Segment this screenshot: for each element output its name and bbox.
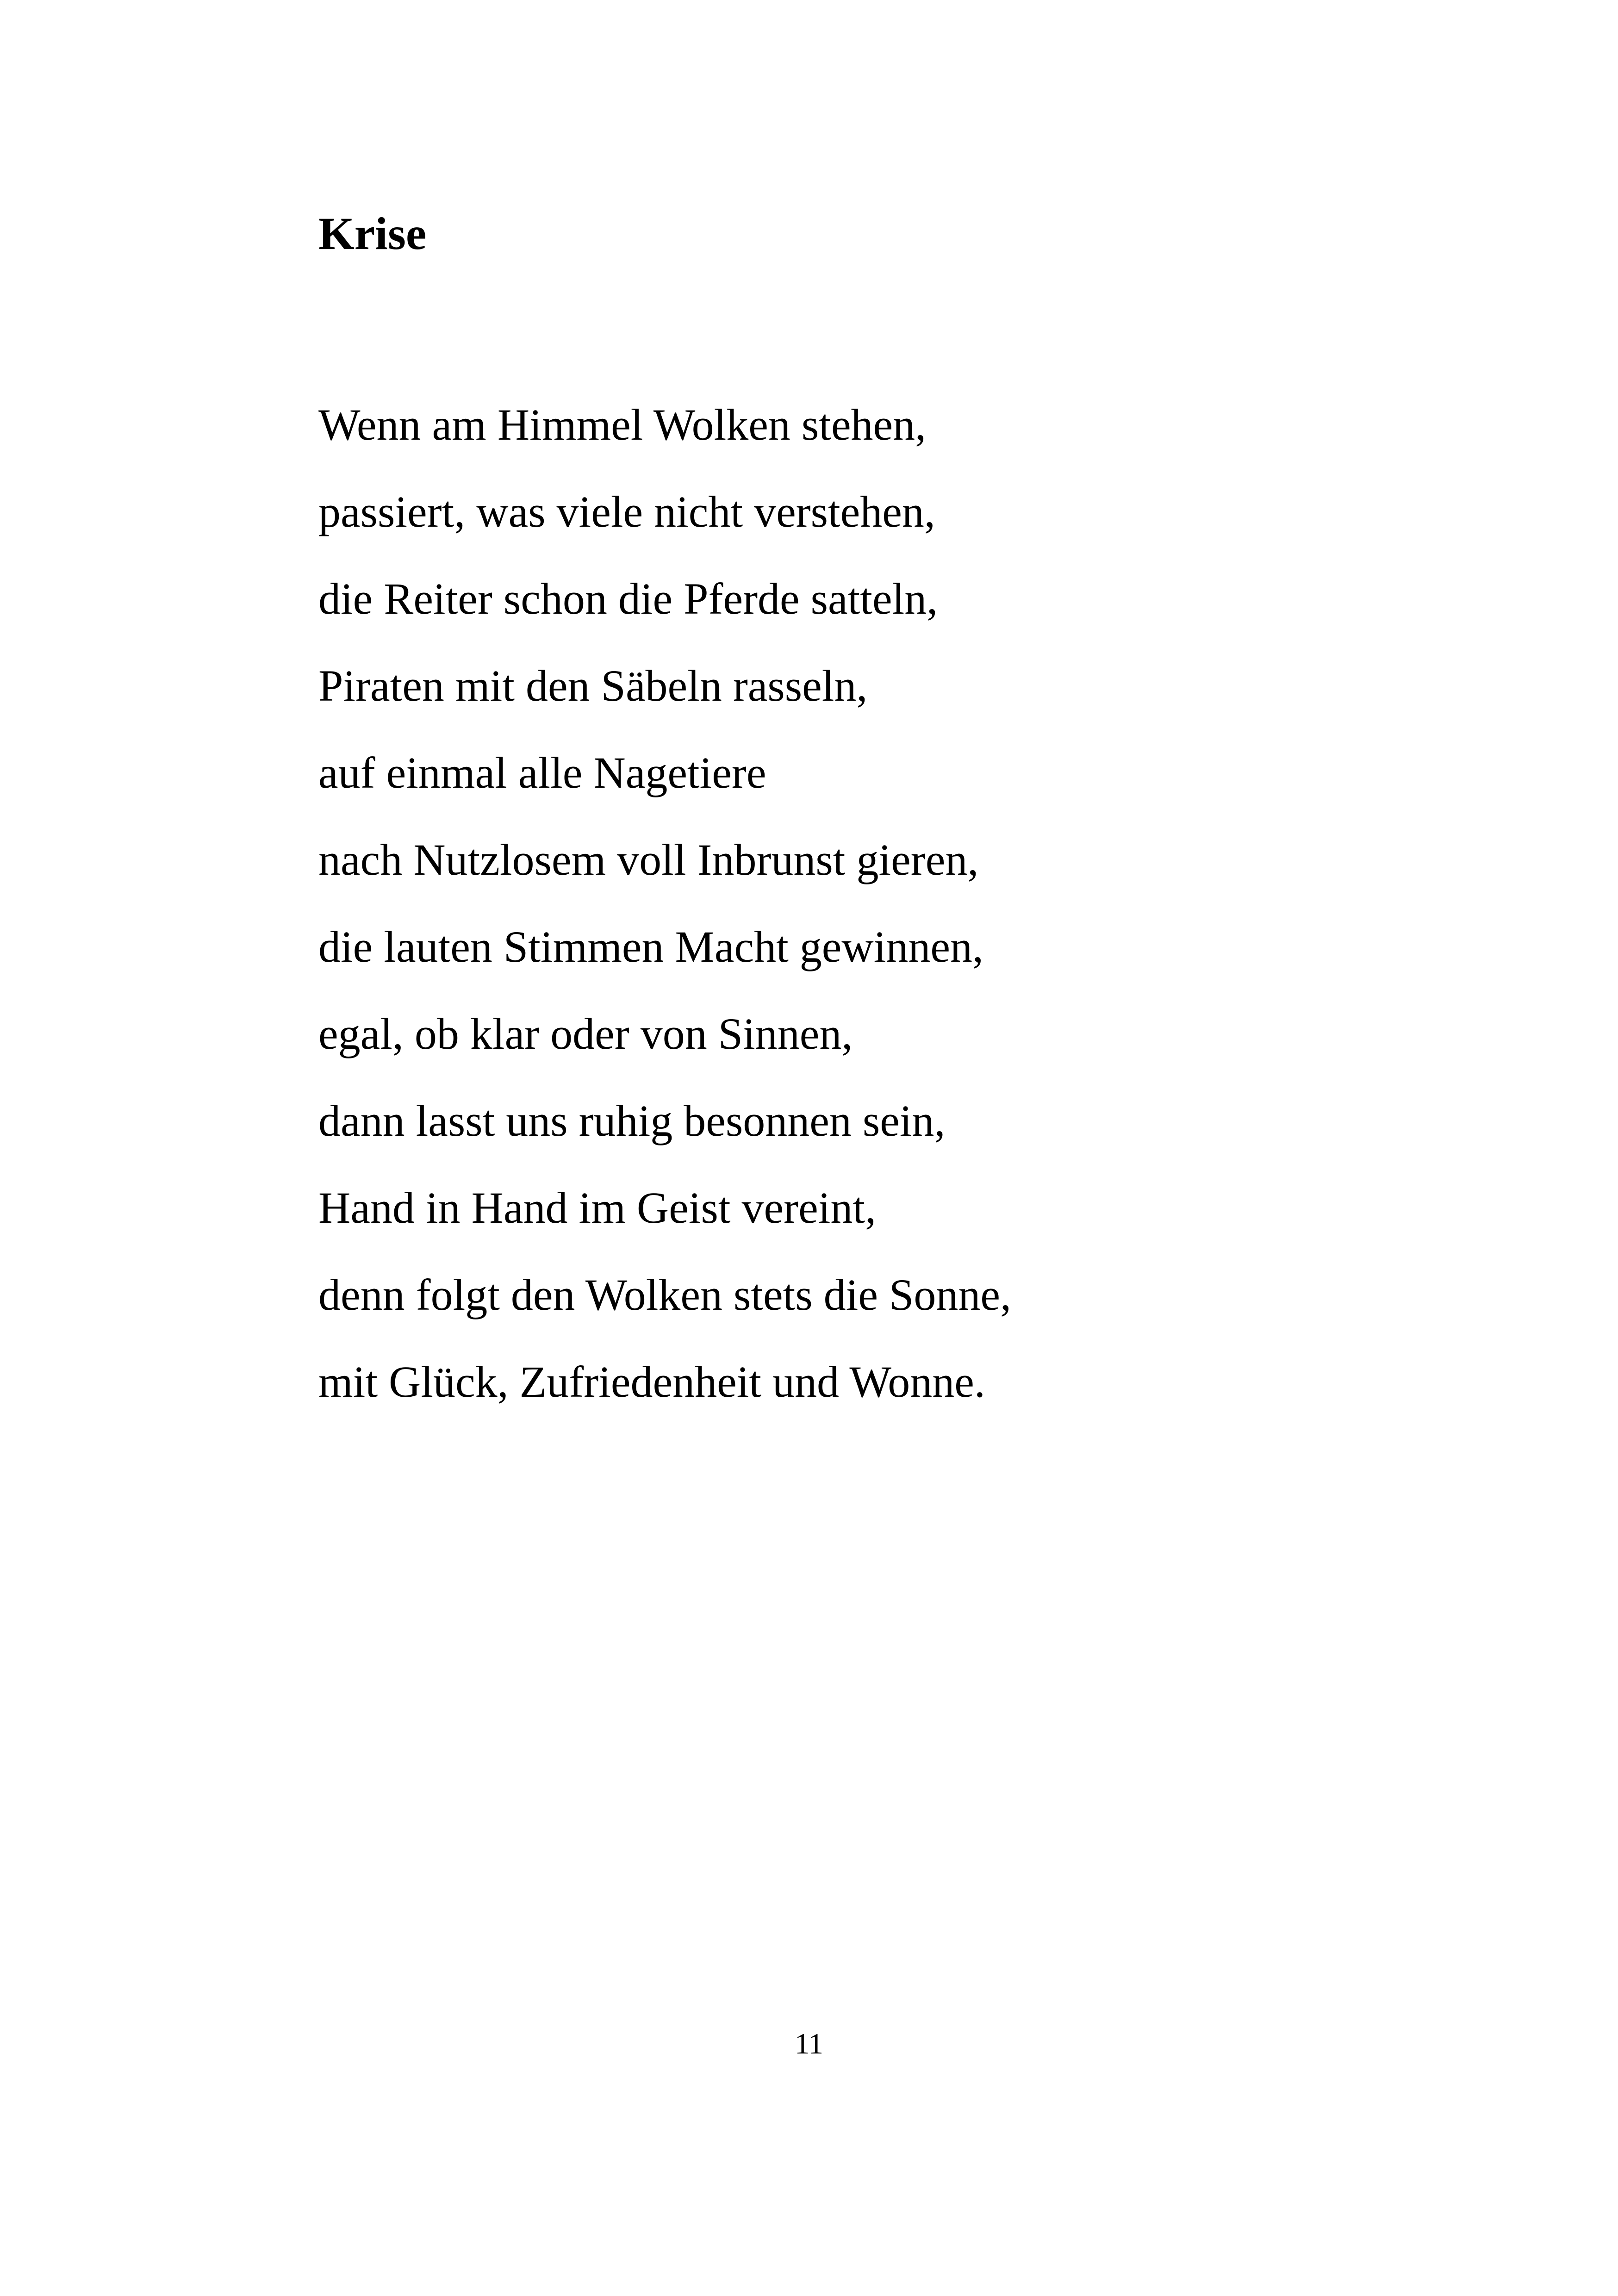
- poem-line: nach Nutzlosem voll Inbrunst gieren,: [318, 835, 979, 884]
- poem-line: die Reiter schon die Pferde satteln,: [318, 574, 938, 623]
- poem-line: dann lasst uns ruhig besonnen sein,: [318, 1096, 946, 1145]
- poem-line: egal, ob klar oder von Sinnen,: [318, 1009, 853, 1058]
- poem-body: [318, 400, 1011, 1447]
- poem-line: Piraten mit den Säbeln rasseln,: [318, 661, 868, 710]
- poem-line: passiert, was viele nicht verstehen,: [318, 487, 935, 536]
- poem-line: Wenn am Himmel Wolken stehen,: [318, 400, 927, 449]
- poem-line: mit Glück, Zufriedenheit und Wonne.: [318, 1357, 985, 1406]
- page-number: 11: [795, 2027, 823, 2060]
- poem-line: die lauten Stimmen Macht gewinnen,: [318, 922, 983, 971]
- poem-line: Hand in Hand im Geist vereint,: [318, 1183, 877, 1232]
- poem-line: denn folgt den Wolken stets die Sonne,: [318, 1270, 1011, 1319]
- poem-title: Krise: [318, 208, 427, 259]
- poem-line: auf einmal alle Nagetiere: [318, 748, 766, 797]
